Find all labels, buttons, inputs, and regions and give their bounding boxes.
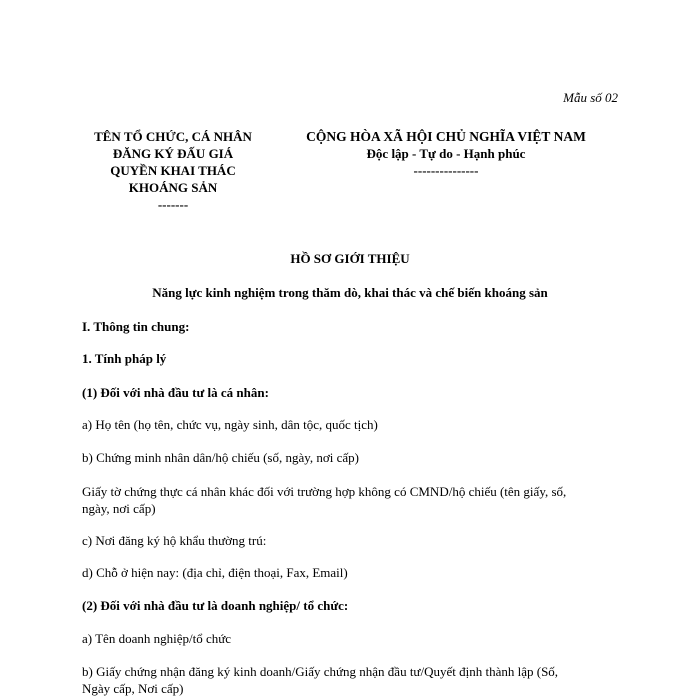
document-title: HỒ SƠ GIỚI THIỆU (290, 251, 410, 266)
org-name-line-3: QUYỀN KHAI THÁC (110, 163, 236, 178)
heading-individual-investor: (1) Đối với nhà đầu tư là cá nhân: (82, 385, 269, 400)
form-number: Mẫu số 02 (563, 90, 618, 105)
national-motto: Độc lập - Tự do - Hạnh phúc (366, 146, 526, 161)
field-other-id-line-2: ngày, nơi cấp) (82, 501, 156, 516)
republic-name: CỘNG HÒA XÃ HỘI CHỦ NGHĨA VIỆT NAM (306, 129, 586, 144)
org-name-line-1: TÊN TỔ CHỨC, CÁ NHÂN (94, 129, 252, 144)
field-individual-name: a) Họ tên (họ tên, chức vụ, ngày sinh, dân tộc, quốc tịch) (82, 417, 378, 432)
org-name-line-2: ĐĂNG KÝ ĐẤU GIÁ (112, 146, 234, 161)
document-subtitle: Năng lực kinh nghiệm trong thăm dò, khai thác và chế biến khoáng sản (152, 285, 548, 300)
field-current-address: d) Chỗ ở hiện nay: (địa chỉ, điện thoại, Fax, Email) (82, 565, 348, 580)
national-header (276, 128, 616, 179)
heading-legal-status: 1. Tính pháp lý (82, 351, 167, 366)
organization-header (80, 128, 266, 213)
national-header-divider: --------------- (413, 163, 479, 178)
field-business-registration-line-2: Ngày cấp, Nơi cấp) (82, 681, 184, 696)
section-heading-general-info: I. Thông tin chung: (82, 319, 190, 334)
field-business-registration-line-1: b) Giấy chứng nhận đăng ký kinh doanh/Giấy chứng nhận đầu tư/Quyết định thành lập (Số, (82, 664, 559, 679)
field-organization-name: a) Tên doanh nghiệp/tổ chức (82, 631, 232, 646)
heading-organization-investor: (2) Đối với nhà đầu tư là doanh nghiệp/ tổ chức: (82, 598, 349, 613)
field-other-id-line-1: Giấy tờ chứng thực cá nhân khác đối với trường hợp không có CMND/hộ chiếu (tên giấy, số, (82, 484, 567, 499)
org-header-divider: ------- (157, 197, 189, 212)
org-name-line-4: KHOÁNG SẢN (128, 180, 218, 195)
field-individual-id: b) Chứng minh nhân dân/hộ chiếu (số, ngày, nơi cấp) (82, 450, 359, 465)
field-permanent-residence: c) Nơi đăng ký hộ khẩu thường trú: (82, 533, 267, 548)
